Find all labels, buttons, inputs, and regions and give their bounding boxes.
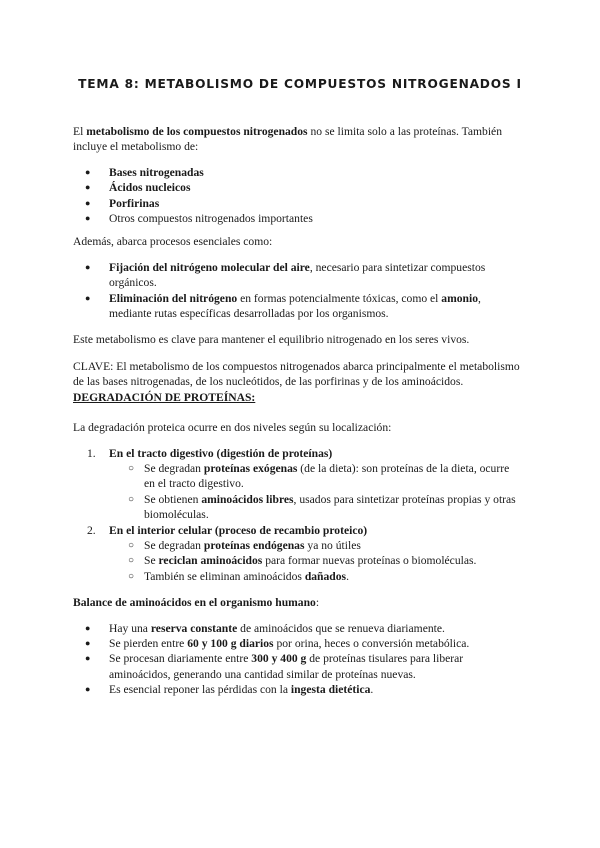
balance-list — [73, 621, 523, 698]
circle-bullet-icon: ○ — [128, 462, 135, 474]
sub-list-item: ○ Se degradan proteínas endógenas ya no útiles — [128, 538, 361, 552]
bullet-icon: ● — [85, 261, 91, 272]
sub-list-item: ○ Se obtienen aminoácidos libres, usados para sintetizar proteínas propias y otras biomoléculas. — [128, 492, 516, 522]
balance-heading: Balance de aminoácidos en el organismo humano: — [73, 596, 320, 610]
sub-list — [109, 538, 523, 584]
circle-bullet-icon: ○ — [128, 539, 135, 551]
circle-bullet-icon: ○ — [128, 570, 135, 582]
processes-intro: Además, abarca procesos esenciales como: — [73, 235, 273, 249]
equilibrium-paragraph: Este metabolismo es clave para mantener el equilibrio nitrogenado en los seres vivos. — [73, 333, 470, 347]
bullet-icon: ● — [85, 213, 91, 224]
document-body — [73, 124, 523, 698]
sub-list — [109, 461, 523, 523]
page-title: TEMA 8: METABOLISMO DE COMPUESTOS NITROGENADOS I — [78, 77, 522, 91]
compound-list — [73, 165, 523, 227]
list-item: ● Eliminación del nitrógeno en formas potencialmente tóxicas, como el amonio, mediante rutas específicas desarrolladas por los organismos. — [85, 291, 481, 321]
bullet-icon: ● — [85, 653, 91, 664]
sub-list-item: ○ También se eliminan aminoácidos dañados. — [128, 569, 349, 583]
key-paragraph: CLAVE: El metabolismo de los compuestos nitrogenados abarca principalmente el metabolismo de las bases nitrogenadas, de los nucleótidos, de las porfirinas y de los aminoácidos. — [73, 359, 520, 389]
process-list — [73, 260, 523, 322]
bullet-icon: ● — [85, 622, 91, 633]
sub-list-item: ○ Se reciclan aminoácidos para formar nuevas proteínas o biomoléculas. — [128, 554, 477, 568]
degradation-levels — [73, 446, 523, 585]
list-item: ● Hay una reserva constante de aminoácidos que se renueva diariamente. — [85, 621, 445, 635]
section-heading: DEGRADACIÓN DE PROTEÍNAS: — [73, 390, 256, 404]
list-item: ● Bases nitrogenadas — [85, 165, 204, 179]
bullet-icon: ● — [85, 166, 91, 177]
list-item: ● Se procesan diariamente entre 300 y 400 g de proteínas tisulares para liberar aminoácidos, generando una cantidad similar de proteínas nuevas. — [85, 652, 464, 681]
bullet-icon: ● — [85, 637, 91, 648]
bullet-icon: ● — [85, 292, 91, 303]
degradation-intro: La degradación proteica ocurre en dos niveles según su localización: — [73, 421, 392, 435]
sub-list-item: ○ Se degradan proteínas exógenas (de la dieta): son proteínas de la dieta, ocurre en el tracto digestivo. — [128, 461, 510, 491]
list-item: ● Otros compuestos nitrogenados importantes — [85, 212, 313, 226]
intro-paragraph: El metabolismo de los compuestos nitrogenados no se limita solo a las proteínas. También incluye el metabolismo de: — [73, 125, 502, 154]
list-item: ● Porfirinas — [85, 196, 160, 210]
list-item: ● Se pierden entre 60 y 100 g diarios por orina, heces o conversión metabólica. — [85, 636, 470, 650]
circle-bullet-icon: ○ — [128, 493, 135, 505]
list-item: 2. En el interior celular (proceso de recambio proteico) ○ Se degradan proteínas endógenas ya no útiles ○ Se reciclan aminoácidos para formar nuevas proteínas o biomoléculas. ○ También se eliminan aminoácidos dañados. — [73, 523, 523, 585]
list-item: ● Es esencial reponer las pérdidas con la ingesta dietética. — [85, 683, 374, 697]
circle-bullet-icon: ○ — [128, 555, 135, 567]
list-item: 1. En el tracto digestivo (digestión de proteínas) ○ Se degradan proteínas exógenas (de la dieta): son proteínas de la dieta, ocurre en el tracto digestivo. ○ Se obtienen aminoácidos libres, usados para sintetizar proteínas propias y otras biomoléculas. — [73, 446, 523, 523]
bullet-icon: ● — [85, 182, 91, 193]
bullet-icon: ● — [85, 197, 91, 208]
bullet-icon: ● — [85, 684, 91, 695]
list-item: ● Ácidos nucleicos — [85, 181, 191, 195]
list-item: ● Fijación del nitrógeno molecular del aire, necesario para sintetizar compuestos orgánicos. — [85, 260, 486, 290]
